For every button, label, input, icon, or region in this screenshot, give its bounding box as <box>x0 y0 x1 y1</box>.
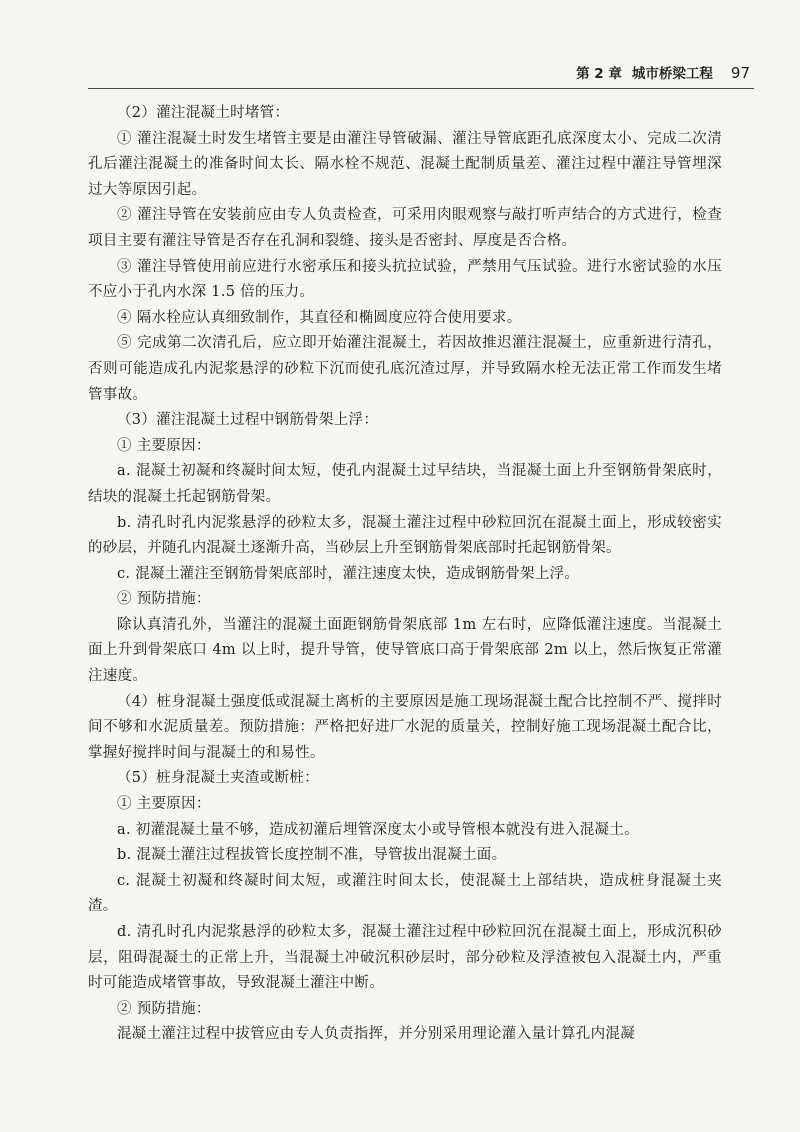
paragraph: （4）桩身混凝土强度低或混凝土离析的主要原因是施工现场混凝土配合比控制不严、搅拌时间不够和水泥质量差。预防措施：严格把好进厂水泥的质量关，控制好施工现场混凝土配合比，掌握好搅拌时间与混凝土的和易性。 <box>88 693 722 761</box>
paragraph: ① 灌注混凝土时发生堵管主要是由灌注导管破漏、灌注导管底距孔底深度太小、完成二次清孔后灌注混凝土的准备时间太长、隔水栓不规范、混凝土配制质量差、灌注过程中灌注导管埋深过大等原因引起。 <box>88 130 722 198</box>
chapter-title: 城市桥梁工程 <box>631 66 713 82</box>
header-divider <box>88 88 754 89</box>
body-text <box>88 101 722 1048</box>
paragraph: ② 预防措施： <box>117 1000 211 1017</box>
paragraph: ① 主要原因： <box>117 437 211 454</box>
paragraph: 除认真清孔外，当灌注的混凝土面距钢筋骨架底部 1m 左右时，应降低灌注速度。当混凝土面上升到骨架底口 4m 以上时，提升导管，使导管底口高于骨架底部 2m 以上，然后恢复正常灌注速度。 <box>88 616 722 685</box>
paragraph: 混凝土灌注过程中拔管应由专人负责指挥，并分别采用理论灌入量计算孔内混凝 <box>117 1026 635 1043</box>
paragraph: （5）桩身混凝土夹渣或断桩： <box>117 770 319 787</box>
paragraph: ① 主要原因： <box>117 796 211 813</box>
paragraph: ② 灌注导管在安装前应由专人负责检查，可采用肉眼观察与敲打听声结合的方式进行，检查项目主要有灌注导管是否存在孔洞和裂缝、接头是否密封、厚度是否合格。 <box>88 207 722 249</box>
paragraph: a. 初灌混凝土量不够，造成初灌后埋管深度太小或导管根本就没有进入混凝土。 <box>117 821 639 838</box>
paragraph: c. 混凝土灌注至钢筋骨架底部时，灌注速度太快，造成钢筋骨架上浮。 <box>117 565 580 582</box>
paragraph: ④ 隔水栓应认真细致制作，其直径和椭圆度应符合使用要求。 <box>117 309 522 326</box>
paragraph: b. 清孔时孔内泥浆悬浮的砂粒太多，混凝土灌注过程中砂粒回沉在混凝土面上，形成较密实的砂层，并随孔内混凝土逐渐升高，当砂层上升至钢筋骨架底部时托起钢筋骨架。 <box>88 514 722 557</box>
page-number: 97 <box>730 64 750 82</box>
page-header <box>540 62 750 82</box>
paragraph: （2）灌注混凝土时堵管： <box>117 105 290 121</box>
paragraph: d. 清孔时孔内泥浆悬浮的砂粒太多，混凝土灌注过程中砂粒回沉在混凝土面上，形成沉积砂层，阻碍混凝土的正常上升，当混凝土冲破沉积砂层时，部分砂粒及浮渣被包入混凝土内，严重时可能造成堵管事故，导致混凝土灌注中断。 <box>88 924 722 992</box>
paragraph: a. 混凝土初凝和终凝时间太短，使孔内混凝土过早结块，当混凝土面上升至钢筋骨架底时，结块的混凝土托起钢筋骨架。 <box>88 463 722 505</box>
paragraph: b. 混凝土灌注过程拔管长度控制不准，导管拔出混凝土面。 <box>117 847 507 864</box>
paragraph: ② 预防措施： <box>117 591 211 608</box>
paragraph: ⑤ 完成第二次清孔后，应立即开始灌注混凝土，若因故推迟灌注混凝土，应重新进行清孔，否则可能造成孔内泥浆悬浮的砂粒下沉而使孔底沉渣过厚，并导致隔水栓无法正常工作而发生堵管事故。 <box>88 335 722 403</box>
paragraph: （3）灌注混凝土过程中钢筋骨架上浮： <box>117 412 379 429</box>
paragraph: c. 混凝土初凝和终凝时间太短，或灌注时间太长，使混凝土上部结块，造成桩身混凝土夹渣。 <box>88 872 722 915</box>
chapter-label: 第 2 章 <box>576 66 622 82</box>
paragraph: ③ 灌注导管使用前应进行水密承压和接头抗拉试验，严禁用气压试验。进行水密试验的水压不应小于孔内水深 1.5 倍的压力。 <box>88 258 722 301</box>
